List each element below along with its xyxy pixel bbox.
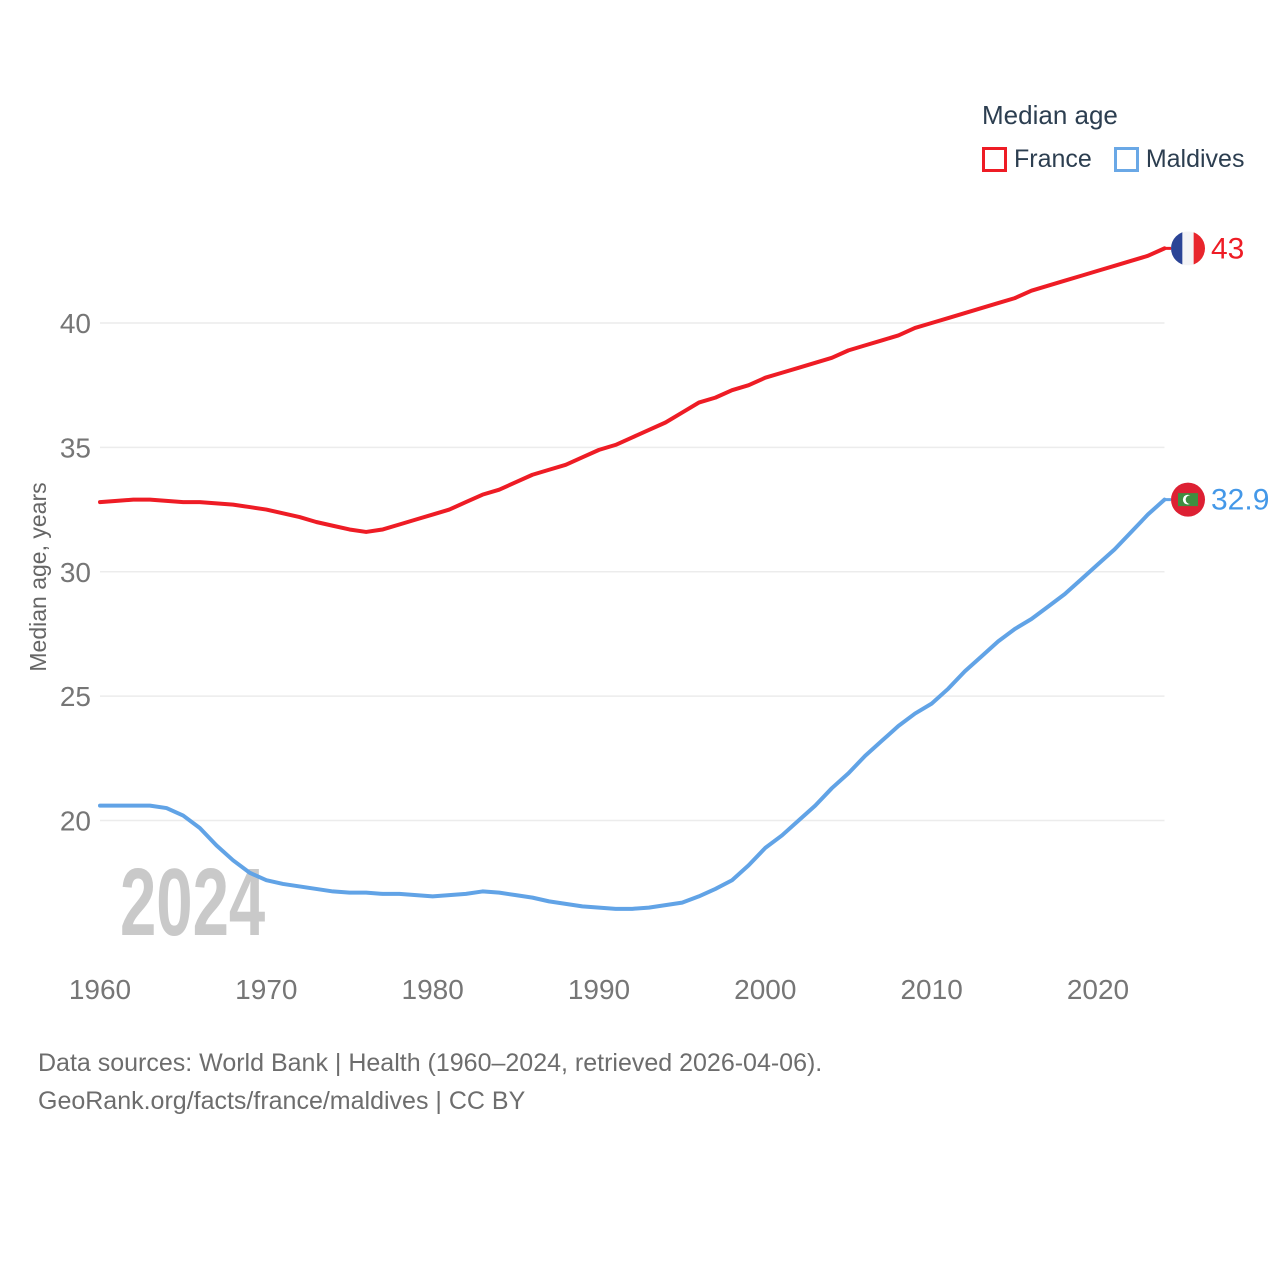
y-tick-label: 20	[59, 805, 91, 837]
legend-item-maldives[interactable]	[1114, 145, 1245, 174]
x-tick-label: 1970	[235, 974, 298, 1005]
legend-items	[982, 145, 1262, 174]
legend-swatch-france	[982, 147, 1007, 172]
legend-label: Maldives	[1145, 145, 1245, 173]
france-end-value: 43	[1211, 232, 1245, 266]
x-tick-label: 1990	[567, 974, 631, 1005]
y-tick-label: 35	[59, 432, 91, 464]
maldives-end-value: 32.9	[1211, 483, 1270, 517]
watermark-year: 2024	[120, 849, 266, 957]
y-tick-label: 30	[59, 556, 91, 588]
x-tick-label: 1960	[68, 974, 132, 1005]
legend	[982, 100, 1262, 174]
legend-swatch-maldives	[1114, 147, 1139, 172]
legend-label: France	[1014, 145, 1092, 173]
attribution-line: GeoRank.org/facts/france/maldives | CC BY	[38, 1087, 526, 1115]
maldives-line[interactable]	[100, 500, 1165, 909]
legend-item-france[interactable]	[982, 145, 1092, 174]
y-tick-label: 25	[59, 681, 91, 713]
x-tick-label: 1980	[401, 974, 464, 1005]
x-tick-label: 2020	[1066, 974, 1130, 1005]
y-tick-label: 40	[59, 308, 91, 339]
x-tick-label: 2000	[734, 974, 797, 1005]
y-axis-title: Median age, years	[25, 482, 51, 672]
maldives-flag-icon	[1171, 483, 1205, 517]
france-line[interactable]	[100, 248, 1165, 532]
legend-title: Median age	[982, 100, 1118, 130]
france-flag-icon	[1171, 231, 1206, 265]
data-sources-line: Data sources: World Bank | Health (1960–2024, retrieved 2026-04-06).	[38, 1049, 823, 1077]
footer	[38, 1044, 1138, 1120]
x-tick-label: 2010	[900, 974, 963, 1005]
